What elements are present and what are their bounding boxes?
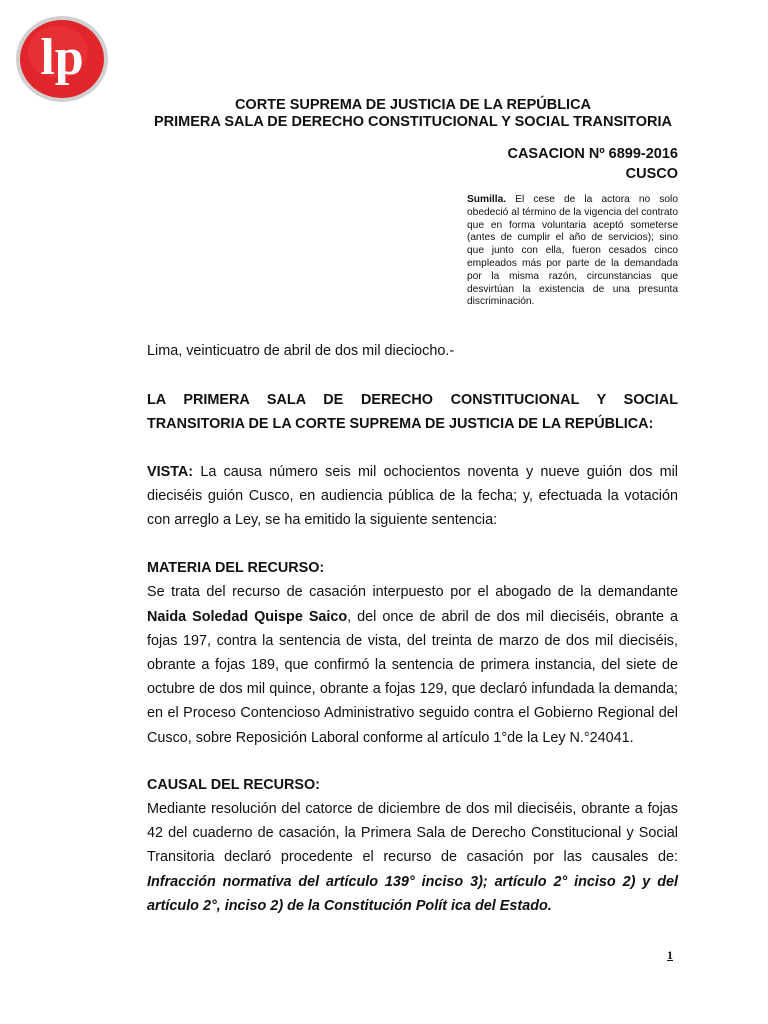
- materia-pre: Se trata del recurso de casación interpuesto por el abogado de la demandante: [147, 584, 678, 601]
- logo-text: lp: [40, 29, 84, 86]
- materia-heading: MATERIA DEL RECURSO:: [147, 560, 325, 577]
- sumilla-label: Sumilla.: [467, 194, 507, 205]
- page-number: 1: [667, 948, 673, 962]
- causal-heading: CAUSAL DEL RECURSO:: [147, 776, 320, 793]
- plaintiff-name: Naida Soledad Quispe Saico: [147, 608, 348, 625]
- case-number: CASACION Nº 6899-2016: [507, 146, 678, 162]
- lp-logo: [14, 14, 110, 104]
- sala-heading: LA PRIMERA SALA DE DERECHO CONSTITUCIONAL Y SOCIAL TRANSITORIA DE LA CORTE SUPREMA DE JUSTICIA DE LA REPÚBLICA:: [147, 392, 678, 433]
- vista-paragraph: [147, 460, 678, 533]
- materia-post: , del once de abril de dos mil dieciséis, obrante a fojas 197, contra la sentencia de vista, del treinta de marzo de dos mil dieciséis, obrante a fojas 189, que confirmó la sentencia de primera instancia, del siete de octubre de dos mil quince, obrante a fojas 129, que declaró infundada la demanda; en el Proceso Contencioso Administrativo seguido contra el Gobierno Regional del Cusco, sobre Reposición Laboral conforme al artículo 1°de la Ley N.°24041.: [147, 608, 678, 746]
- materia-paragraph: [147, 580, 678, 749]
- causal-paragraph: [147, 797, 678, 918]
- document-body: [147, 339, 678, 918]
- vista-text: La causa número seis mil ochocientos noventa y nueve guión dos mil dieciséis guión Cusco, en audiencia pública de la fecha; y, efectuada la votación con arreglo a Ley, se ha emitido la siguiente sentencia:: [147, 463, 678, 529]
- sumilla: [467, 194, 678, 309]
- case-place: CUSCO: [625, 166, 678, 182]
- case-info: [507, 144, 678, 184]
- chamber-name: PRIMERA SALA DE DERECHO CONSTITUCIONAL Y SOCIAL TRANSITORIA: [153, 114, 672, 130]
- sumilla-text: El cese de la actora no solo obedeció al término de la vigencia del contrato que en forma voluntaria aceptó someterse (antes de cumplir el año de servicios); sino que junto con ella, fueron cesados cinco empleados más por parte de la demandada por la misma razón, circunstancias que desvirtúan la existencia de una presunta discriminación.: [467, 194, 678, 308]
- causal-pre: Mediante resolución del catorce de diciembre de dos mil dieciséis, obrante a fojas 42 del cuaderno de casación, la Primera Sala de Derecho Constitucional y Social Transitoria declaró procedente el recurso de casación por las causales de:: [147, 801, 678, 866]
- causal-bold: Infracción normativa del artículo 139° inciso 3); artículo 2° inciso 2) y del artículo 2°, inciso 2) de la Constitución Polít ica del Estado.: [147, 873, 678, 914]
- date-line: Lima, veinticuatro de abril de dos mil dieciocho.-: [147, 343, 455, 359]
- court-header: [146, 97, 680, 131]
- vista-label: VISTA:: [147, 463, 194, 480]
- court-name: CORTE SUPREMA DE JUSTICIA DE LA REPÚBLICA: [234, 97, 592, 113]
